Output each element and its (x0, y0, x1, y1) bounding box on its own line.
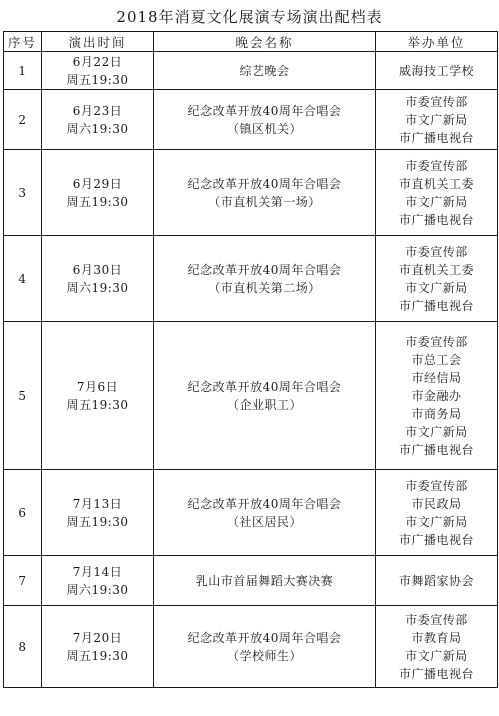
cell-name (154, 52, 376, 90)
cell-name-line: （企业职工） (226, 397, 302, 412)
cell-org-line: 市教育局 (411, 630, 462, 645)
header-name: 晚会名称 (154, 32, 376, 52)
cell-org-line: 威海技工学校 (398, 63, 474, 78)
cell-org (376, 606, 498, 688)
table-row (4, 90, 498, 150)
cell-time-line: 7月6日 (76, 379, 119, 394)
cell-time-line: 周六19:30 (66, 582, 129, 597)
cell-org-line: 市广播电视台 (398, 442, 474, 457)
cell-time-line: 周六19:30 (66, 121, 129, 136)
cell-org-line: 市委宣传部 (405, 94, 468, 109)
cell-org-line: 市文广新局 (405, 648, 468, 663)
cell-time-line: 6月22日 (72, 54, 123, 69)
cell-time-line: 周五19:30 (66, 648, 129, 663)
cell-org-line: 市委宣传部 (405, 244, 468, 259)
cell-org-line: 市委宣传部 (405, 612, 468, 627)
cell-seq: 7 (4, 556, 42, 606)
cell-time-line: 周六19:30 (66, 280, 129, 295)
table-row (4, 236, 498, 322)
cell-seq: 6 (4, 470, 42, 556)
cell-time (42, 470, 154, 556)
cell-org-line: 市委宣传部 (405, 478, 468, 493)
cell-name-line: 综艺晚会 (239, 63, 290, 78)
cell-org-line: 市金融办 (411, 388, 462, 403)
table-row (4, 556, 498, 606)
cell-org (376, 322, 498, 470)
cell-name-line: （学校师生） (226, 648, 302, 663)
cell-seq: 5 (4, 322, 42, 470)
cell-name (154, 90, 376, 150)
cell-org-line: 市委宣传部 (405, 158, 468, 173)
cell-name (154, 322, 376, 470)
cell-org (376, 236, 498, 322)
cell-seq: 4 (4, 236, 42, 322)
cell-seq: 8 (4, 606, 42, 688)
cell-name-line: （市直机关第二场） (208, 280, 321, 295)
cell-org-line: 市商务局 (411, 406, 462, 421)
header-row (4, 32, 498, 52)
cell-org-line: 市广播电视台 (398, 298, 474, 313)
cell-name-line: 乳山市首届舞蹈大赛决赛 (195, 573, 334, 588)
cell-name (154, 470, 376, 556)
table-title: 2018年消夏文化展演专场演出配档表 (116, 8, 383, 26)
cell-time (42, 236, 154, 322)
cell-org (376, 150, 498, 236)
cell-time-line: 6月29日 (72, 176, 123, 191)
cell-org-line: 市文广新局 (405, 514, 468, 529)
cell-time-line: 6月23日 (72, 103, 123, 118)
cell-time-line: 7月14日 (72, 564, 123, 579)
cell-time (42, 322, 154, 470)
cell-name-line: 纪念改革开放40周年合唱会 (187, 379, 342, 394)
cell-org (376, 470, 498, 556)
table-row (4, 322, 498, 470)
cell-name (154, 556, 376, 606)
cell-org (376, 556, 498, 606)
cell-org-line: 市文广新局 (405, 280, 468, 295)
header-org: 举办单位 (376, 32, 498, 52)
cell-org-line: 市文广新局 (405, 424, 468, 439)
cell-org (376, 90, 498, 150)
cell-org-line: 市经信局 (411, 370, 462, 385)
cell-time-line: 7月20日 (72, 630, 123, 645)
cell-name-line: 纪念改革开放40周年合唱会 (187, 496, 342, 511)
cell-time-line: 周五19:30 (66, 72, 129, 87)
cell-org (376, 52, 498, 90)
cell-name (154, 236, 376, 322)
cell-time (42, 556, 154, 606)
cell-time (42, 90, 154, 150)
cell-seq: 2 (4, 90, 42, 150)
cell-org-line: 市委宣传部 (405, 334, 468, 349)
cell-org-line: 市广播电视台 (398, 130, 474, 145)
cell-time (42, 150, 154, 236)
cell-org-line: 市广播电视台 (398, 666, 474, 681)
table-body (4, 52, 498, 688)
cell-org-line: 市文广新局 (405, 194, 468, 209)
cell-name (154, 150, 376, 236)
cell-org-line: 市直机关工委 (398, 176, 474, 191)
cell-name-line: 纪念改革开放40周年合唱会 (187, 176, 342, 191)
cell-org-line: 市广播电视台 (398, 212, 474, 227)
cell-time (42, 52, 154, 90)
cell-time-line: 6月30日 (72, 262, 123, 277)
table-row (4, 470, 498, 556)
cell-name-line: （社区居民） (226, 514, 302, 529)
cell-time (42, 606, 154, 688)
table-row (4, 606, 498, 688)
table-row (4, 150, 498, 236)
cell-time-line: 周五19:30 (66, 194, 129, 209)
cell-org-line: 市广播电视台 (398, 532, 474, 547)
cell-name-line: 纪念改革开放40周年合唱会 (187, 262, 342, 277)
cell-name-line: 纪念改革开放40周年合唱会 (187, 630, 342, 645)
cell-org-line: 市总工会 (411, 352, 462, 367)
cell-time-line: 7月13日 (72, 496, 123, 511)
table-row (4, 52, 498, 90)
cell-name-line: （市直机关第一场） (208, 194, 321, 209)
schedule-table (3, 31, 498, 688)
cell-name (154, 606, 376, 688)
cell-org-line: 市直机关工委 (398, 262, 474, 277)
cell-name-line: （镇区机关） (226, 121, 302, 136)
cell-name-line: 纪念改革开放40周年合唱会 (187, 103, 342, 118)
cell-seq: 3 (4, 150, 42, 236)
cell-seq: 1 (4, 52, 42, 90)
cell-org-line: 市文广新局 (405, 112, 468, 127)
header-seq: 序号 (4, 32, 42, 52)
header-time: 演出时间 (42, 32, 154, 52)
cell-org-line: 市民政局 (411, 496, 462, 511)
cell-time-line: 周五19:30 (66, 397, 129, 412)
cell-org-line: 市舞蹈家协会 (398, 573, 474, 588)
cell-time-line: 周五19:30 (66, 514, 129, 529)
